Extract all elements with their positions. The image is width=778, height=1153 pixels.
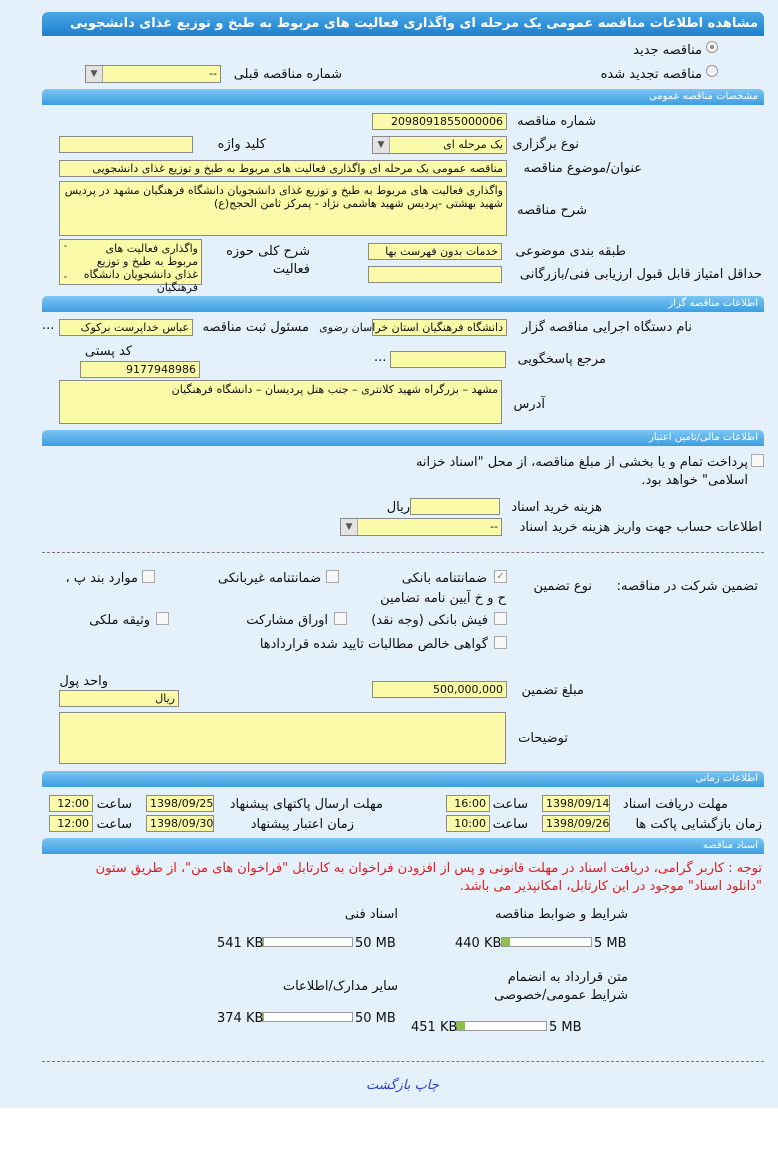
print-link[interactable]: چاپ [414,1078,439,1093]
doc-size-0[interactable]: 440 KB [455,936,502,951]
description-textarea[interactable]: واگذاری فعالیت های مربوط به طبخ و توزیع غذای دانشجویان دانشگاه فرهنگیان مشهد در پردیس شهید بهشتی -پردیس شهید هاشمی نژاد - پمرکز ثامن الحجج(ع) [59,181,507,236]
doc-progress-fill-2 [457,1022,465,1030]
registrar-more-link[interactable]: ... [42,318,55,333]
doc-progress-0 [501,937,592,947]
currency-unit-field[interactable]: ریال [59,690,179,707]
category-field[interactable]: خدمات بدون فهرست بها [368,243,502,260]
bank-guarantee-label: ضمانتنامه بانکی [401,571,487,586]
holding-type-select[interactable]: ▼ یک مرحله ای [372,136,507,154]
bonds-checkbox[interactable] [334,612,347,625]
account-label: اطلاعات حساب جهت واریز هزینه خرید اسناد [519,520,762,535]
validity-time-field[interactable]: 12:00 [49,815,93,832]
bonds-label: اوراق مشارکت [246,613,328,628]
doc-label-1: اسناد فنی [344,907,398,922]
cash-checkbox[interactable] [494,612,507,625]
guarantee-amount-field[interactable]: 500,000,000 [372,681,507,698]
opening-time-label: زمان بازگشایی پاکت ها [635,817,762,832]
min-score-field[interactable] [368,266,502,283]
new-tender-label: مناقصه جدید [633,43,702,58]
doc-fee-currency: ریال [386,500,410,515]
responder-field[interactable] [390,351,506,368]
divider [42,552,764,553]
doc-label-3: سایر مدارک/اطلاعات [282,979,398,994]
opening-date-field[interactable]: 1398/09/26 [542,815,610,832]
clause-checkbox[interactable] [142,570,155,583]
account-select[interactable]: ▼ -- [340,518,502,536]
organizer-section-header: اطلاعات مناقصه گزار [42,296,764,312]
chevron-down-icon: ▼ [373,137,390,153]
doc-progress-fill-0 [502,938,510,946]
notes-label: توضیحات [518,731,568,746]
nonbank-guarantee-label: ضمانتنامه غیربانکی [217,571,321,586]
send-date-field[interactable]: 1398/09/25 [146,795,214,812]
responder-label: مرجع پاسخگویی [517,352,606,367]
doc-size-3[interactable]: 374 KB [217,1011,264,1026]
registrar-field[interactable]: عباس خداپرست برکوک [59,319,193,336]
doc-label-2: متن قرارداد به انضمام شرایط عمومی/خصوصی [494,970,628,1003]
prev-number-select[interactable]: ▼ -- [85,65,221,83]
clause-label: موارد بند پ ، [65,571,138,586]
doc-size-2[interactable]: 451 KB [411,1020,458,1035]
description-label: شرح مناقصه [517,203,587,218]
treasury-label: پرداخت تمام و یا بخشی از مبلغ مناقصه، از محل "اسناد خزانه اسلامی" خواهد بود. [415,455,748,488]
send-time-label: ساعت [96,797,132,812]
postal-code-label: کد پستی [84,344,132,359]
doc-fee-label: هزینه خرید اسناد [511,500,602,515]
scroll-up-icon[interactable]: ⌃ [62,244,69,253]
keyword-label: کلید واژه [217,137,266,152]
nonbank-guarantee-checkbox[interactable] [326,570,339,583]
guarantee-type-label: نوع تضمین [533,579,592,594]
send-deadline-label: مهلت ارسال پاکتهای پیشنهاد [229,797,383,812]
cash-label: فیش بانکی (وجه نقد) [371,613,488,628]
doc-fee-field[interactable] [410,498,500,515]
finance-section-header: اطلاعات مالی/تامین اعتبار [42,430,764,446]
validity-time-label: ساعت [96,817,132,832]
bank-guarantee-checkbox[interactable]: ✓ [494,570,507,583]
timing-section-header: اطلاعات زمانی [42,771,764,787]
activity-textarea[interactable]: واگذاری فعالیت های مربوط به طبخ و توزیع غذای دانشجویان دانشگاه فرهنگیان ⌃ ⌄ [59,239,202,285]
address-label: آدرس [513,397,545,412]
chevron-down-icon: ▼ [86,66,103,82]
validity-date-field[interactable]: 1398/09/30 [146,815,214,832]
doc-max-2: 5 MB [549,1020,582,1035]
new-tender-radio[interactable] [706,41,718,53]
send-time-field[interactable]: 12:00 [49,795,93,812]
page-title: مشاهده اطلاعات مناقصه عمومی یک مرحله ای واگذاری فعالیت های مربوط به طبخ و توزیع غذای دانشجویی [42,12,764,36]
guarantee-amount-label: مبلغ تضمین [521,683,584,698]
notes-textarea[interactable] [59,712,506,764]
chevron-down-icon: ▼ [341,519,358,535]
receive-deadline-label: مهلت دریافت اسناد [622,797,728,812]
receive-time-field[interactable]: 16:00 [446,795,490,812]
org-field[interactable]: دانشگاه فرهنگیان استان خراسان رضوی [372,319,507,336]
scroll-down-icon[interactable]: ⌄ [62,271,69,280]
category-label: طبقه بندی موضوعی [515,244,626,259]
prev-number-label: شماره مناقصه قبلی [233,67,342,82]
subject-field[interactable]: مناقصه عمومی یک مرحله ای واگذاری فعالیت های مربوط به طبخ و توزیع غذای دانشجویی [59,160,507,177]
participation-guarantee-label: تضمین شرکت در مناقصه: [616,579,758,594]
property-checkbox[interactable] [156,612,169,625]
responder-more-link[interactable]: ... [374,350,387,365]
claims-checkbox[interactable] [494,636,507,649]
doc-label-0: شرایط و ضوابط مناقصه [495,907,628,922]
org-label: نام دستگاه اجرایی مناقصه گزار [521,320,692,335]
currency-unit-label: واحد پول [59,674,108,689]
activity-label: شرح کلی حوزه فعالیت [226,244,310,277]
property-label: وثیقه ملکی [89,613,150,628]
opening-hour-label: ساعت [492,817,528,832]
doc-progress-1 [262,937,353,947]
doc-max-3: 50 MB [355,1011,396,1026]
doc-progress-3 [262,1012,353,1022]
divider [42,1061,764,1062]
registrar-label: مسئول ثبت مناقصه [202,320,309,335]
validity-label: زمان اعتبار پیشنهاد [250,817,354,832]
holding-type-label: نوع برگزاری [512,137,579,152]
general-section-header: مشخصات مناقصه عمومی [42,89,764,105]
renewed-tender-radio[interactable] [706,65,718,77]
keyword-field[interactable] [59,136,193,153]
renewed-tender-label: مناقصه تجدید شده [600,67,702,82]
postal-code-field[interactable]: 9177948986 [80,361,200,378]
address-textarea[interactable]: مشهد – بزرگراه شهید کلانتری – جنب هتل پردیسان – دانشگاه فرهنگیان [59,380,502,424]
documents-section-header: اسناد مناقصه [42,838,764,854]
receive-time-label: ساعت [492,797,528,812]
footer-links [366,1077,439,1095]
back-link[interactable]: بازگشت [366,1078,411,1093]
clause-cont-label: ح و خ آیین نامه تضامین [380,591,506,606]
opening-time-field[interactable]: 10:00 [446,815,490,832]
doc-max-0: 5 MB [594,936,627,951]
doc-max-1: 50 MB [355,936,396,951]
doc-size-1[interactable]: 541 KB [217,936,264,951]
receive-date-field[interactable]: 1398/09/14 [542,795,610,812]
tender-number-label: شماره مناقصه [517,114,596,129]
tender-number-field[interactable]: 2098091855000006 [372,113,507,130]
download-note: توجه : کاربر گرامی، دریافت اسناد در مهلت قانونی و پس از افزودن فراخوان به کارتابل "فراخوان های من"، از طریق ستون "دانلود اسناد" موجود در این کارتابل، امکانپذیر می باشد. [95,861,762,894]
claims-label: گواهی خالص مطالبات تایید شده قراردادها [259,637,488,652]
doc-progress-2 [456,1021,547,1031]
subject-label: عنوان/موضوع مناقصه [523,161,642,176]
treasury-checkbox[interactable] [751,454,764,467]
min-score-label: حداقل امتیاز قابل قبول ارزیابی فنی/بازرگانی [519,267,762,282]
